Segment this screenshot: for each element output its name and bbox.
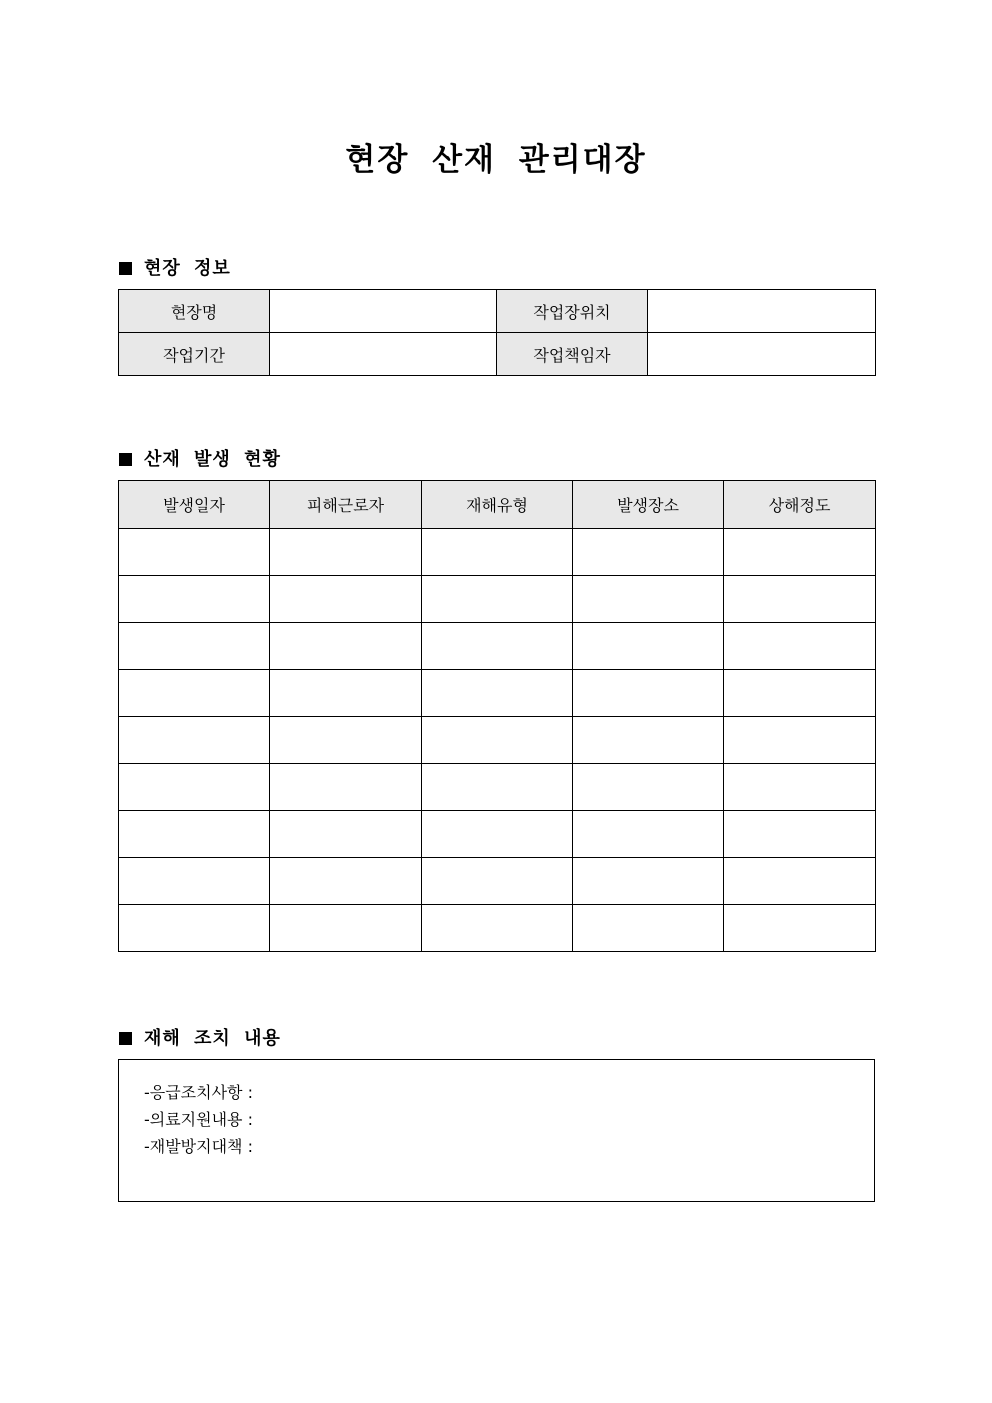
cell-injury-severity[interactable]	[724, 764, 876, 811]
cell-location[interactable]	[573, 717, 724, 764]
cell-date[interactable]	[119, 811, 270, 858]
column-header-location: 발생장소	[573, 481, 724, 529]
cell-date[interactable]	[119, 623, 270, 670]
column-header-injury-severity: 상해정도	[724, 481, 876, 529]
cell-victim[interactable]	[270, 811, 422, 858]
measures-item-medical-support: -의료지원내용 :	[144, 1110, 253, 1129]
work-manager-field[interactable]	[648, 333, 876, 376]
cell-injury-severity[interactable]	[724, 670, 876, 717]
work-location-field[interactable]	[648, 290, 876, 333]
cell-victim[interactable]	[270, 764, 422, 811]
cell-location[interactable]	[573, 623, 724, 670]
cell-date[interactable]	[119, 764, 270, 811]
table-row	[119, 529, 876, 576]
column-header-victim: 피해근로자	[270, 481, 422, 529]
cell-date[interactable]	[119, 576, 270, 623]
table-row	[119, 333, 876, 376]
section-heading-measures	[119, 1024, 281, 1050]
section-heading-site-info	[119, 254, 231, 280]
table-row	[119, 858, 876, 905]
cell-victim[interactable]	[270, 529, 422, 576]
section-heading-label: 재해 조치 내용	[144, 1028, 281, 1049]
table-row	[119, 764, 876, 811]
cell-date[interactable]	[119, 717, 270, 764]
cell-accident-type[interactable]	[422, 529, 573, 576]
cell-accident-type[interactable]	[422, 576, 573, 623]
cell-victim[interactable]	[270, 905, 422, 952]
table-row	[119, 576, 876, 623]
work-period-field[interactable]	[270, 333, 497, 376]
site-name-field[interactable]	[270, 290, 497, 333]
cell-date[interactable]	[119, 670, 270, 717]
cell-date[interactable]	[119, 529, 270, 576]
cell-location[interactable]	[573, 529, 724, 576]
table-header-row	[119, 481, 876, 529]
work-manager-label: 작업책임자	[497, 333, 648, 376]
table-row	[119, 811, 876, 858]
cell-location[interactable]	[573, 764, 724, 811]
square-bullet-icon	[119, 453, 132, 466]
table-row	[119, 623, 876, 670]
site-name-label: 현장명	[119, 290, 270, 333]
work-location-label: 작업장위치	[497, 290, 648, 333]
site-info-table	[118, 289, 876, 376]
page-title: 현장 산재 관리대장	[345, 142, 647, 178]
cell-injury-severity[interactable]	[724, 529, 876, 576]
cell-injury-severity[interactable]	[724, 576, 876, 623]
accident-status-table	[118, 480, 876, 952]
cell-accident-type[interactable]	[422, 858, 573, 905]
cell-location[interactable]	[573, 858, 724, 905]
square-bullet-icon	[119, 262, 132, 275]
cell-accident-type[interactable]	[422, 670, 573, 717]
column-header-date: 발생일자	[119, 481, 270, 529]
cell-injury-severity[interactable]	[724, 623, 876, 670]
cell-location[interactable]	[573, 811, 724, 858]
cell-location[interactable]	[573, 670, 724, 717]
cell-injury-severity[interactable]	[724, 905, 876, 952]
table-row	[119, 670, 876, 717]
section-heading-label: 현장 정보	[144, 258, 231, 279]
column-header-accident-type: 재해유형	[422, 481, 573, 529]
section-heading-accident-status	[119, 445, 281, 471]
work-period-label: 작업기간	[119, 333, 270, 376]
cell-date[interactable]	[119, 858, 270, 905]
table-row	[119, 717, 876, 764]
cell-accident-type[interactable]	[422, 905, 573, 952]
cell-accident-type[interactable]	[422, 623, 573, 670]
cell-victim[interactable]	[270, 623, 422, 670]
table-row	[119, 905, 876, 952]
cell-location[interactable]	[573, 576, 724, 623]
cell-victim[interactable]	[270, 858, 422, 905]
cell-accident-type[interactable]	[422, 764, 573, 811]
measures-item-prevention: -재발방지대책 :	[144, 1137, 253, 1156]
cell-injury-severity[interactable]	[724, 811, 876, 858]
cell-victim[interactable]	[270, 717, 422, 764]
cell-location[interactable]	[573, 905, 724, 952]
measures-item-first-aid: -응급조치사항 :	[144, 1083, 253, 1102]
measures-list	[119, 1060, 874, 1160]
cell-accident-type[interactable]	[422, 717, 573, 764]
square-bullet-icon	[119, 1032, 132, 1045]
cell-victim[interactable]	[270, 670, 422, 717]
measures-box[interactable]	[118, 1059, 875, 1202]
cell-accident-type[interactable]	[422, 811, 573, 858]
table-row	[119, 290, 876, 333]
cell-injury-severity[interactable]	[724, 858, 876, 905]
section-heading-label: 산재 발생 현황	[144, 449, 281, 470]
cell-injury-severity[interactable]	[724, 717, 876, 764]
cell-victim[interactable]	[270, 576, 422, 623]
cell-date[interactable]	[119, 905, 270, 952]
